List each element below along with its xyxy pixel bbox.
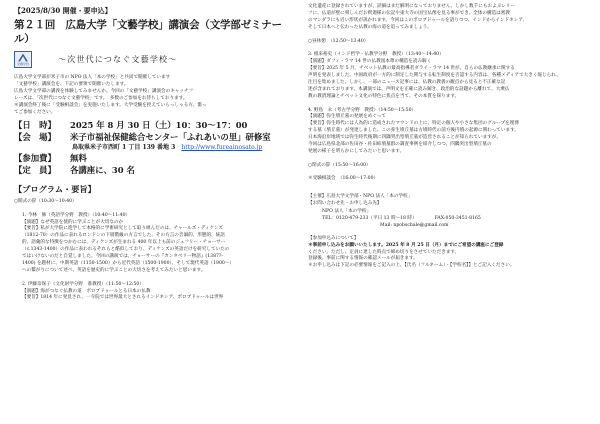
contact-name: NPO 法人「本の学校」 (322, 208, 372, 214)
venue-row (14, 132, 296, 144)
lecture-abstract (14, 295, 296, 302)
date-row (14, 120, 296, 132)
lecture-4 (308, 108, 592, 156)
lecture-title: 【演題】海がつなぐ仏教の道 ボロブドゥールとる日本の仏教 (22, 288, 151, 294)
left-column (14, 6, 296, 302)
apply-line: ＊事前申し込みをお願いいたします。2025 年 8 月 25 日（月）までにご希望の講座にご登録 (308, 242, 504, 248)
apply-notes (308, 243, 592, 271)
venue-address: 鳥取県米子市西町 1 丁目 139 番地 3 (72, 144, 176, 151)
intro-line: レーズは、「次世代につなぐ文藝学校」です。 多数のご参加をお待ちしております。 (14, 96, 188, 101)
fee-value: 無料 (70, 153, 87, 163)
abstract-line: 注目を集めました。しかし、一部のニュース記事には、仏教の教義の観点から見ると不正確な記 (308, 79, 506, 85)
abstract-line: （1812-70）の作品に表れるロンドンの下層階級の方言でした。その方言の音韻的、形態的、統語 (22, 233, 225, 239)
lecture-header: 3. 根来裕史（インド哲学・仏教学分野 教授）（13:40～14:40） (308, 52, 444, 58)
event-tag: 【2025/8/30 開催・要申込】 (14, 6, 112, 15)
abstract-line: 【要旨】弥生時代には人為的に造成されたマウンドの上に、特定の個人や小さな集団のグループを埋葬 (308, 121, 519, 127)
abstract-line: 文化遺産に登録されていますが、詳細はまだ解明になっておりません。しかし数千にもおよぶレリー (308, 4, 515, 9)
abstract-line: 【要旨】2025 年 5 月、チベット仏教の最高指導者ダライ・ラマ 14 世が、自らの仏教継承に関する (308, 66, 515, 72)
lunch-break: ○昼休憩 （12:50～13:40） (308, 38, 369, 44)
subtitle-row (14, 51, 296, 68)
intro-line: 「文藝学校」講演会を、下記の要領で開催いたします。 (14, 82, 129, 87)
lecture-3 (308, 52, 592, 100)
contact-mail-link[interactable]: Mail: npobschale@gmail.com (380, 222, 449, 228)
apply-line: ください。ただし、定員に達した時点で締め切りをさせていただきます。 (308, 249, 460, 255)
contact-heading: 【お問い合わせ先・お申し込み先】 (308, 201, 382, 207)
fee-label: 【参加費】 (14, 153, 56, 163)
contact-block (308, 208, 592, 229)
intro-line: てご参加ください。 (14, 110, 56, 115)
lecture-title: 【演題】ダフィ・ラマ 14 世の仏教図本尊の構造を読み解く (308, 59, 432, 65)
abstract-line: 【要旨】私が大学院に進学して本格的に学術研究として取り組んだのは、チャールズ・ディケンズ (22, 226, 224, 232)
abstract-line: 声明を発表しました。中国政府が一方的に制定した関与する転生制度を否認する内容は、各種メディアで大きく報じられ、 (308, 72, 561, 78)
contact-tel: TEL：0120-479-233（平日 13 時～18 時） (322, 215, 417, 221)
lecture-abstract (308, 121, 592, 156)
subtitle: ～次世代につなぐ文藝学校～ (58, 55, 178, 64)
opening-remarks: ○開式の辞（10:30～10:40） (14, 199, 77, 204)
page-title: 第２１回 広島大学「文藝学校」講演会（文学部ゼミナール） (14, 19, 282, 45)
abstract-line: 1400) を題材に、中期英語（1150-1500）から近代英語（1500-1900）、そして現代英語（1900～） (22, 260, 235, 266)
lecture-abstract (308, 66, 592, 101)
abstract-line: 今回は広島県北部の佐田谷・佐田峠墳墓群の調査事例を紹介しつつ、四隅突出型墳丘墓の (308, 141, 492, 147)
book-icon (18, 54, 28, 62)
abstract-line: ではいけないのだと自覚しました。今回の講演では、チョーサーの『カンタベリー物語』(1387?- (22, 254, 223, 260)
apply-heading: 【参加申込みについて】 (308, 235, 359, 241)
capacity-row (14, 165, 296, 177)
abstract-line: 日本海沿岸地域では弥生時代後期に四隅突出型墳丘墓が造営されることが知られていますが、 (308, 134, 501, 140)
lecture-header: 4. 野島 永（考古学分野 教授）（14:50～15:50） (308, 107, 417, 113)
abstract-line: への繋がりについて述べ、英語を歴史的に学ぶことの大切さを考えてみたいと思います。 (22, 267, 206, 273)
lecture-2-continued (308, 4, 592, 32)
abstract-line: 的、語彙的な特徴をつかむには、ディケンズが生まれる 400 年以上も前のジェフリー・チョーサー (22, 240, 226, 246)
closing-remarks: ○閉式の辞（15:50～16:00） (308, 162, 371, 168)
abstract-line: のマンダラにも近い形状が説かれます。今回はこのボロブドゥールを語りつつ、インドからインドネシア、 (308, 17, 528, 23)
apply-line: ＊お申し込みは下記の必要情報をご記入の上、【氏名（フルネーム）・【学校名】】とご記入ください。 (308, 263, 515, 269)
lecture-2 (14, 282, 296, 303)
contact-mail-row (322, 222, 592, 229)
contact-fax: FAX:050-3451-8165 (434, 215, 481, 221)
exam-consultation: ＊受験相談会 （16:00～17:00） (308, 176, 379, 182)
intro-line: 広島大学文学部が米子市の NPO 法人「本の学校」と共同で開催しています (14, 75, 171, 80)
abstract-line: フに、仏道が壁に刻しんだお釈迦様の伝記や東大寺の国宝仏像を見る事ができ、全体の構造は密教 (308, 10, 510, 16)
intro-line: 広島大学文学部の講義を体験してみませんか。今回の「文藝学校」講演会のキャッチフ (14, 89, 194, 94)
abstract-line: 【要旨】1814 年に発見され、一寺院では世界最大とされるインドネシア、ボロブドゥールは世界 (22, 295, 224, 301)
lecture-abstract (14, 226, 296, 274)
school-logo (14, 51, 32, 68)
venue-address-row (14, 143, 296, 153)
logo-caption: 文藝学校 (16, 61, 29, 66)
lecture-header: 2. 伊藤奈保子（文化財学分野 准教授）（11:50～12:50） (22, 281, 144, 287)
capacity-value: 各講座に、30 名 (70, 164, 135, 175)
venue-url-link[interactable]: http://www.fureainosato.jp (181, 144, 263, 151)
apply-line: 登録後、事前に関する情報の確認メールが届きます。 (308, 256, 418, 262)
program-heading: 【プログラム・要旨】 (14, 184, 96, 194)
capacity-label: 【定 員】 (14, 164, 56, 175)
abstract-line: （c.1343-1400）の作品に表われるそれらと酷似しており、ディケンズの英語だけを研究していたの (22, 247, 230, 253)
abstract-line: する墓（墳丘墓）が発達しました。この弥生墳丘墓は古墳時代の前方後円墳の起源に関わっています。 (308, 128, 519, 134)
lecture-header: 1. 今林 修（英語学分野 教授）（10:40～11:40） (22, 212, 131, 218)
right-column (308, 4, 592, 270)
event-details (14, 120, 296, 176)
intro (14, 74, 296, 116)
organizer: 【主催】広島大学文学部・NPO 法人「本の学校」 (308, 194, 413, 200)
abstract-line: そして日本へと伝わった仏教の海の道を追ってみましょう。 (308, 24, 432, 30)
lecture-title: 【演題】なぜ英語を使的に学ぶことが大切なのか (22, 219, 124, 225)
date-label: 【日 時】 (14, 120, 56, 130)
venue-label: 【会 場】 (14, 131, 56, 142)
abstract-line: 発展の様子を明らかにしてみたいと思います。 (308, 148, 405, 154)
contact-phone-row (322, 215, 592, 222)
lecture-1 (14, 213, 296, 275)
fee-row (14, 153, 296, 165)
abstract-line: 教の教済理論とチベット文化の特色に焦点を当て、その本質を探ります。 (308, 93, 460, 99)
date-value: 2025 年 8 月 30 日（土）10：30～17：00 (70, 120, 248, 130)
lecture-title: 【演題】弥生墳丘墓の発展をめぐって (308, 114, 387, 120)
venue-value: 米子市福祉保健総合センター「ふれあいの里」研修室 (70, 131, 271, 142)
intro-line: ＊講演会終了後に「受験相談会」を実施いたします。大学受験を控えていらっしゃる方、奮っ (14, 103, 207, 108)
abstract-line: 述が含まれております。本講演では、声明文を正確に読み解き、政治的な話題から離れて、大乗仏 (308, 86, 510, 92)
